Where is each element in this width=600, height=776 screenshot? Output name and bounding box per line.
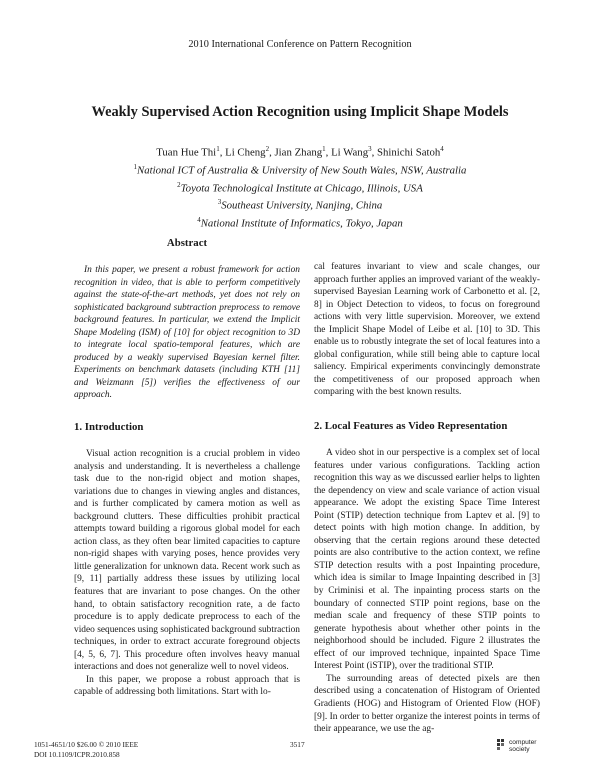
right-column bbox=[314, 261, 540, 736]
affiliation-sup: 4 bbox=[197, 216, 201, 225]
author-sup: 1 bbox=[322, 145, 326, 153]
conference-header: 2010 International Conference on Pattern Recognition bbox=[188, 39, 412, 50]
computer-society-icon bbox=[497, 739, 507, 753]
footer-doi: DOI 10.1109/ICPR.2010.858 bbox=[34, 750, 120, 759]
affiliation bbox=[0, 160, 600, 178]
affiliation-sup: 3 bbox=[217, 198, 222, 207]
affiliation-text: Toyota Technological Institute at Chicago, Illinois, USA bbox=[180, 182, 423, 195]
abstract-heading: Abstract bbox=[166, 237, 208, 249]
author-sup: 3 bbox=[368, 145, 372, 153]
affiliation-text: Southeast University, Nanjing, China bbox=[221, 199, 383, 212]
paragraph: The surrounding areas of detected pixels are then described using a concatenation of Histogram of Oriented Gradients (HOG) and Histogram of Oriented Flow (HOF) [9]. In order to better organize the interest points in terms of their appearance, we use the ag- bbox=[314, 673, 540, 735]
paragraph: In this paper, we propose a robust approach that is capable of addressing both limitations. Start with lo- bbox=[74, 674, 300, 698]
logo-line-society: society bbox=[509, 746, 530, 753]
affiliation-sup: 2 bbox=[177, 180, 181, 189]
footer-copyright bbox=[34, 740, 138, 760]
author-name: Tuan Hue Thi bbox=[156, 146, 217, 159]
author-name: Li Wang bbox=[331, 146, 369, 159]
author-name: Jian Zhang bbox=[274, 146, 323, 159]
logo-text bbox=[509, 739, 537, 753]
author-block bbox=[0, 142, 600, 231]
page-number: 3517 bbox=[290, 740, 305, 749]
affiliation bbox=[0, 213, 600, 231]
author-list: Tuan Hue Thi$^1$, Li Cheng$^2$, Jian Zhang$^1$, Li Wang$^3$, Shinichi Satoh$^4$ bbox=[156, 145, 444, 159]
logo-line-computer: computer bbox=[509, 739, 537, 746]
affiliation-text: National ICT of Australia & University of New South Wales, NSW, Australia bbox=[137, 164, 467, 177]
ieee-computer-society-logo bbox=[495, 735, 555, 761]
paragraph: A video shot in our perspective is a complex set of local features under various configurations. Tackling action recognition this way as we discussed earlier helps to lighten the dependency on view and scale variance of action visual appearance. We adopt the existing Space Time Interest Point (STIP) detection technique from Laptev et al. [9] to detect points with high motion change. In addition, by observing that the certain regions around these detected points are also contributive to the action context, we refine STIP detection results with a post Inpainting procedure, which idea is similar to Image Inpainting described in [3] by Criminisi et al. The inpainting process starts on the boundary of connected STIP point regions, base on the median scale and frequency of these STIP points to generate hypothesis about whether other points in the neighborhood should be included. Figure 2 illustrates the effect of our improved technique, inpainted Space Time Interest Point (iSTIP), over the traditional STIP. bbox=[314, 448, 540, 672]
footer-issn: 1051-4651/10 $26.00 © 2010 IEEE bbox=[34, 740, 139, 749]
affiliation-text: National Institute of Informatics, Tokyo, Japan bbox=[200, 217, 403, 230]
affiliation bbox=[0, 178, 600, 196]
section-heading-local-features: 2. Local Features as Video Representation bbox=[314, 420, 508, 433]
paragraph: Visual action recognition is a crucial problem in video analysis and understanding. It is nevertheless a challenge task due to the non-rigid object and motion shapes, variations due to changes in viewing angles and distances, and is further complicated by camera motion as well as background clutters. These difficulties prohibit practical attempts toward building a rigorous global model for each action class, as they often bear limited capacities to capture non-rigid shapes with varying poses, hence provides very little generalization for unknown data. Recent work such as [9, 11] partially address these issues by utilizing local features that are invariant to pose changes. On the other hand, to obtain satisfactory recognition rate, a de facto procedure is to apply dedicate preprocess to each of the video sequences using sophisticated background subtraction techniques, in order to extract accurate foreground objects [4, 5, 6, 7]. This procedure often involves heavy manual interactions and does not generalize well to novel videos. bbox=[74, 449, 300, 673]
author-sup: 4 bbox=[440, 145, 444, 153]
author-sup: 2 bbox=[265, 145, 270, 153]
left-column bbox=[74, 236, 300, 699]
abstract-text: In this paper, we present a robust framework for action recognition in video, that is able to perform competitively against the state-of-the-art methods, yet does not rely on sophisticated background subtraction preprocess to remove background features. In particular, we extend the Implicit Shape Modeling (ISM) of [10] for object recognition to 3D to integrate local spatio-temporal features, which are produced by a weakly supervised Bayesian kernel filter. Experiments on benchmark datasets (including KTH [11] and Weizmann [5]) verifies the effectiveness of our approach. bbox=[74, 265, 300, 401]
paragraph: cal features invariant to view and scale changes, our approach further applies an improved variant of the weakly-supervised Bayesian Learning work of Carbonetto et al. [2, 8] in Object Detection to videos, to focus on foreground actions with very little supervision. Moreover, we extend the Implicit Shape Model of Leibe et al. [10] to 3D. This enable us to robustly integrate the set of local features into a global configuration, while still being able to capture local saliency. Empirical experiments convincingly demonstrate the competitiveness of our proposed approach when comparing with the best known results. bbox=[314, 262, 540, 398]
author-sup: 1 bbox=[216, 145, 220, 153]
affiliation-sup: 1 bbox=[133, 162, 138, 171]
section-heading-introduction: 1. Introduction bbox=[74, 421, 144, 434]
author-name: Li Cheng bbox=[225, 146, 266, 159]
paper-title: Weakly Supervised Action Recognition using Implicit Shape Models bbox=[91, 104, 509, 120]
author-name: Shinichi Satoh bbox=[377, 146, 441, 159]
affiliation bbox=[0, 195, 600, 213]
